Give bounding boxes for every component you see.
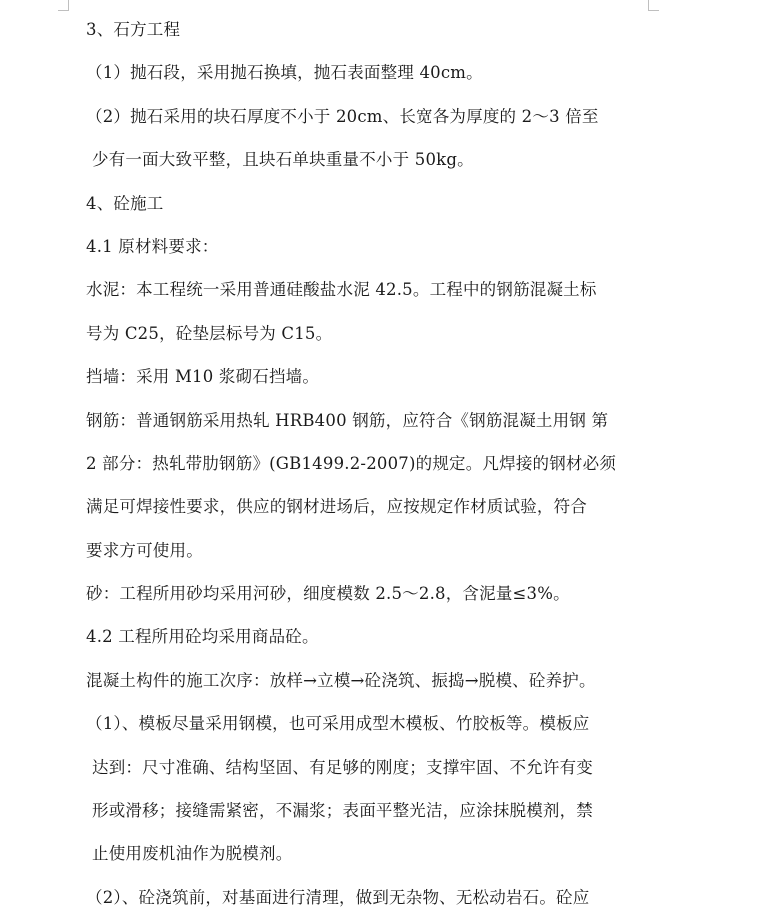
paragraph-line: 号为 C25，砼垫层标号为 C15。 — [86, 323, 333, 343]
paragraph-line: （2）抛石采用的块石厚度不小于 20cm、长宽各为厚度的 2～3 倍至 — [86, 106, 599, 126]
paragraph-line: 水泥：本工程统一采用普通硅酸盐水泥 42.5。工程中的钢筋混凝土标 — [86, 280, 597, 300]
subsection-heading-commercial-concrete: 4.2 工程所用砼均采用商品砼。 — [86, 627, 319, 647]
paragraph-line: 混凝土构件的施工次序：放样→立模→砼浇筑、振捣→脱模、砼养护。 — [86, 670, 596, 690]
paragraph-line: 止使用废机油作为脱模剂。 — [92, 844, 293, 864]
section-heading-concrete: 4、砼施工 — [86, 193, 164, 213]
paragraph-line: 满足可焊接性要求，供应的钢材进场后，应按规定作材质试验，符合 — [86, 497, 587, 517]
paragraph-line: 形或滑移；接缝需紧密，不漏浆；表面平整光洁，应涂抹脱模剂，禁 — [92, 801, 593, 821]
margin-corner-mark-left — [58, 0, 69, 11]
paragraph-line: 2 部分：热轧带肋钢筋》(GB1499.2-2007)的规定。凡焊接的钢材必须 — [86, 453, 617, 473]
paragraph-line: 砂：工程所用砂均采用河砂，细度模数 2.5～2.8，含泥量≤3%。 — [86, 584, 570, 604]
paragraph-line: 少有一面大致平整，且块石单块重量不小于 50kg。 — [92, 150, 474, 170]
paragraph-line: （1）抛石段，采用抛石换填，抛石表面整理 40cm。 — [86, 63, 483, 83]
paragraph-line: 挡墙：采用 M10 浆砌石挡墙。 — [86, 367, 320, 387]
subsection-heading-materials: 4.1 原材料要求： — [86, 236, 219, 256]
paragraph-line: （1）、模板尽量采用钢模，也可采用成型木模板、竹胶板等。模板应 — [86, 714, 590, 734]
document-body — [86, 8, 656, 919]
paragraph-line: 要求方可使用。 — [86, 540, 203, 560]
paragraph-line: （2）、砼浇筑前，对基面进行清理，做到无杂物、无松动岩石。砼应 — [86, 887, 590, 907]
section-heading-stone-works: 3、石方工程 — [86, 20, 181, 39]
paragraph-line: 钢筋：普通钢筋采用热轧 HRB400 钢筋，应符合《钢筋混凝土用钢 第 — [86, 410, 609, 430]
paragraph-line: 达到：尺寸准确、结构坚固、有足够的刚度；支撑牢固、不允许有变 — [92, 757, 593, 777]
